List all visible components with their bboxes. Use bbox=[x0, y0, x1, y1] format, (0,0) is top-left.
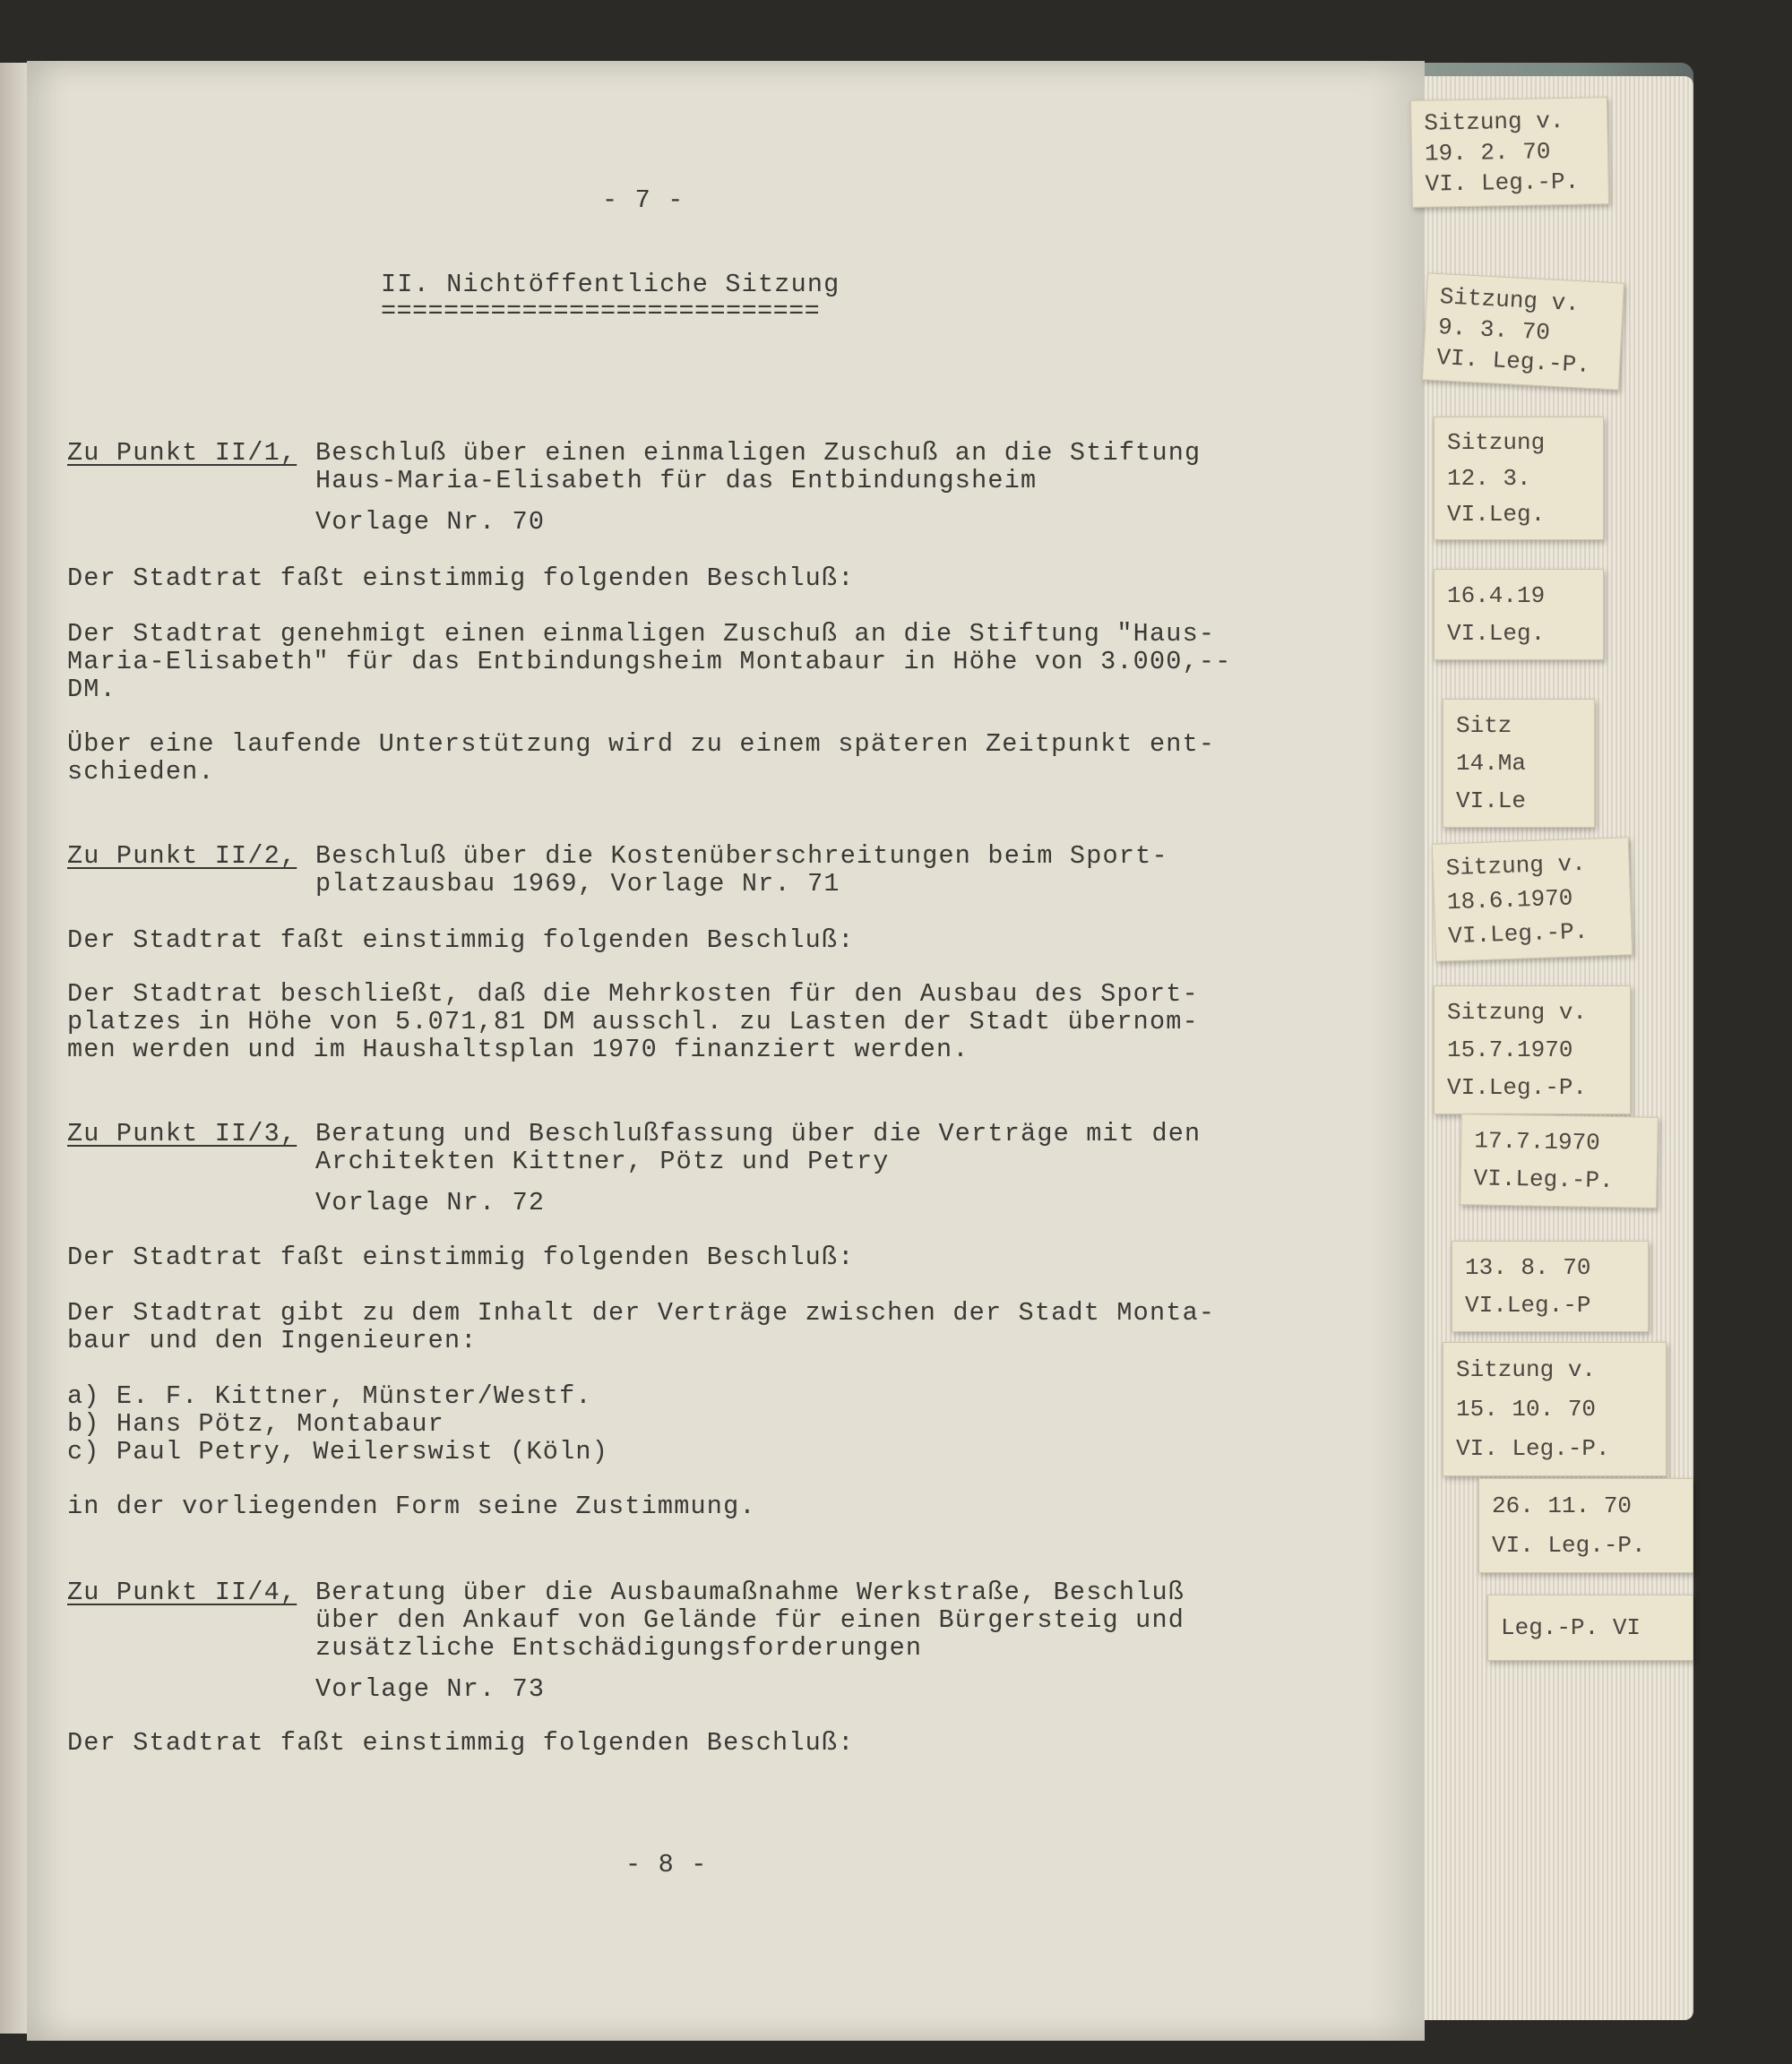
tab-line: 18.6.1970 bbox=[1446, 884, 1573, 916]
body-line: Der Stadtrat beschließt, daß die Mehrkosten für den Ausbau des Sport- bbox=[67, 979, 1199, 1009]
index-tab[interactable] bbox=[1434, 985, 1631, 1114]
index-tab[interactable] bbox=[1460, 1114, 1658, 1208]
tab-line: 12. 3. bbox=[1447, 465, 1531, 492]
index-tab[interactable] bbox=[1422, 272, 1624, 390]
item-vorlage: Vorlage Nr. 70 bbox=[315, 507, 546, 537]
item-subject-line: Beschluß über einen einmaligen Zuschuß an die Stiftung bbox=[315, 438, 1202, 468]
item-vorlage: Vorlage Nr. 73 bbox=[315, 1674, 546, 1704]
tab-line: VI.Leg.-P bbox=[1465, 1292, 1591, 1319]
item-subject-line: zusätzliche Entschädigungsforderungen bbox=[315, 1633, 923, 1663]
tab-line: Leg.-P. VI bbox=[1501, 1614, 1641, 1641]
section-title: II. Nichtöffentliche Sitzung bbox=[381, 270, 840, 299]
tab-line: Sitzung v. bbox=[1445, 849, 1587, 882]
tab-line: 9. 3. 70 bbox=[1437, 314, 1551, 347]
tab-line: VI.Leg.-P. bbox=[1473, 1165, 1614, 1195]
tab-line: 26. 11. 70 bbox=[1492, 1492, 1633, 1519]
tab-line: VI.Leg. bbox=[1447, 501, 1546, 528]
tab-line: VI.Leg.-P. bbox=[1447, 1074, 1588, 1101]
index-tab[interactable] bbox=[1443, 1342, 1667, 1476]
tab-line: 15. 10. 70 bbox=[1456, 1396, 1597, 1423]
tab-line: VI. Leg.-P. bbox=[1425, 168, 1580, 198]
index-tab[interactable] bbox=[1478, 1478, 1693, 1573]
section-title-rule: ============================ bbox=[381, 297, 821, 326]
tab-line: Sitzung v. bbox=[1439, 283, 1581, 318]
index-tab[interactable] bbox=[1432, 837, 1633, 962]
facing-page-edge bbox=[0, 63, 27, 2034]
item-subject-line: über den Ankauf von Gelände für einen Bürgersteig und bbox=[315, 1605, 1185, 1635]
tab-line: 17.7.1970 bbox=[1474, 1127, 1601, 1157]
tab-line: VI. Leg.-P. bbox=[1456, 1435, 1610, 1462]
tab-line: 16.4.19 bbox=[1447, 582, 1546, 609]
tab-line: Sitzung v. bbox=[1456, 1356, 1597, 1383]
item-subject-line: Beschluß über die Kostenüberschreitungen beim Sport- bbox=[315, 841, 1168, 871]
tab-line: 14.Ma bbox=[1456, 750, 1527, 777]
item-label: Zu Punkt II/2, bbox=[67, 841, 297, 871]
body-line: in der vorliegenden Form seine Zustimmung. bbox=[67, 1492, 756, 1521]
body-line: baur und den Ingenieuren: bbox=[67, 1326, 478, 1355]
tab-line: VI.Leg. bbox=[1447, 620, 1546, 647]
item-subject-line: platzausbau 1969, Vorlage Nr. 71 bbox=[315, 869, 840, 899]
index-tab[interactable] bbox=[1487, 1595, 1693, 1661]
resolution-intro: Der Stadtrat faßt einstimmig folgenden Beschluß: bbox=[67, 1243, 855, 1272]
tab-line: 19. 2. 70 bbox=[1424, 138, 1551, 168]
body-line: Der Stadtrat genehmigt einen einmaligen Zuschuß an die Stiftung "Haus- bbox=[67, 619, 1216, 649]
tab-line: VI. Leg.-P. bbox=[1435, 344, 1591, 379]
resolution-intro: Der Stadtrat faßt einstimmig folgenden Beschluß: bbox=[67, 563, 855, 593]
tab-line: VI.Leg.-P. bbox=[1447, 917, 1589, 950]
body-line: Maria-Elisabeth" für das Entbindungsheim Montabaur in Höhe von 3.000,-- bbox=[67, 647, 1232, 676]
item-label: Zu Punkt II/1, bbox=[67, 438, 297, 468]
tab-line: Sitzung bbox=[1447, 429, 1546, 456]
resolution-intro: Der Stadtrat faßt einstimmig folgenden Beschluß: bbox=[67, 925, 855, 955]
item-subject-line: Architekten Kittner, Pötz und Petry bbox=[315, 1147, 890, 1176]
tab-line: Sitz bbox=[1456, 712, 1512, 739]
page-number-bottom: - 8 - bbox=[625, 1850, 708, 1879]
tab-line: 13. 8. 70 bbox=[1465, 1254, 1591, 1281]
body-line: men werden und im Haushaltsplan 1970 finanziert werden. bbox=[67, 1035, 969, 1064]
tab-line: Sitzung v. bbox=[1424, 107, 1564, 137]
page-number-top: - 7 - bbox=[602, 185, 685, 215]
index-tab[interactable] bbox=[1452, 1241, 1649, 1332]
item-vorlage: Vorlage Nr. 72 bbox=[315, 1188, 546, 1217]
index-tab[interactable] bbox=[1443, 699, 1595, 828]
index-tab[interactable] bbox=[1434, 417, 1604, 540]
list-item: a) E. F. Kittner, Münster/Westf. bbox=[67, 1381, 592, 1411]
list-item: b) Hans Pötz, Montabaur bbox=[67, 1409, 444, 1439]
tab-line: VI.Le bbox=[1456, 787, 1527, 814]
body-line: Der Stadtrat gibt zu dem Inhalt der Verträge zwischen der Stadt Monta- bbox=[67, 1298, 1216, 1328]
index-tab[interactable] bbox=[1410, 97, 1609, 208]
item-subject-line: Haus-Maria-Elisabeth für das Entbindungsheim bbox=[315, 466, 1038, 495]
item-label: Zu Punkt II/4, bbox=[67, 1578, 297, 1607]
body-line: DM. bbox=[67, 675, 116, 704]
body-line: platzes in Höhe von 5.071,81 DM ausschl. zu Lasten der Stadt übernom- bbox=[67, 1007, 1199, 1036]
tab-line: VI. Leg.-P. bbox=[1492, 1532, 1646, 1559]
item-subject-line: Beratung und Beschlußfassung über die Verträge mit den bbox=[315, 1119, 1202, 1148]
index-tab[interactable] bbox=[1434, 569, 1604, 660]
body-line: Über eine laufende Unterstützung wird zu einem späteren Zeitpunkt ent- bbox=[67, 729, 1216, 759]
tab-line: 15.7.1970 bbox=[1447, 1036, 1573, 1063]
list-item: c) Paul Petry, Weilerswist (Köln) bbox=[67, 1437, 608, 1466]
item-subject-line: Beratung über die Ausbaumaßnahme Werkstraße, Beschluß bbox=[315, 1578, 1185, 1607]
resolution-intro: Der Stadtrat faßt einstimmig folgenden Beschluß: bbox=[67, 1728, 855, 1758]
tab-line: Sitzung v. bbox=[1447, 999, 1588, 1026]
item-label: Zu Punkt II/3, bbox=[67, 1119, 297, 1148]
body-line: schieden. bbox=[67, 757, 215, 787]
